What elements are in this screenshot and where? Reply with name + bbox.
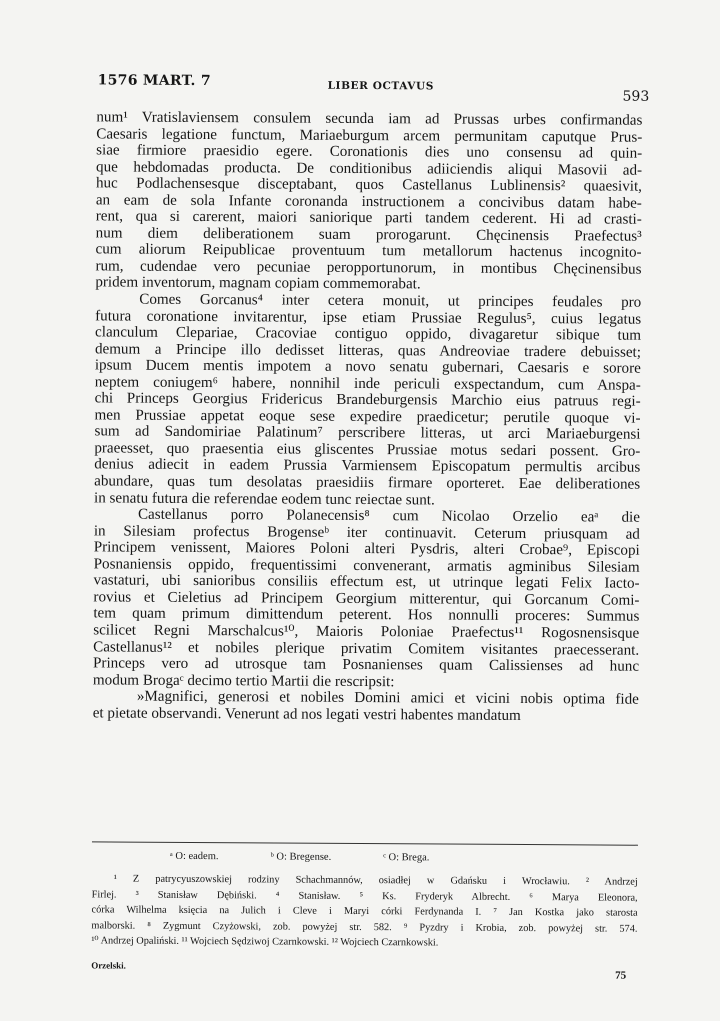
text-line: Castellanus porro Polanecensis⁸ cum Nicolao Orzelio eaᵃ die bbox=[137, 506, 641, 526]
running-head-title: LIBER OCTAVUS bbox=[327, 79, 434, 93]
text-line: sum ad Sandomiriae Palatinum⁷ perscribere litteras, ut arci Mariaeburgensi bbox=[94, 423, 641, 444]
main-text bbox=[93, 109, 643, 725]
footnote-line: Firlej. ³ Stanisław Dębiński. ⁴ Stanisław. ⁵ Ks. Fryderyk Albrecht. ⁶ Marya Eleonora, bbox=[91, 888, 638, 904]
text-line: demum a Principe illo dedisset litteras, quas Andreoviae tradere debuisset; bbox=[94, 341, 642, 361]
text-line: ipsum Ducem mentis impotem a novo senatu gubernari, Caesaris e sorore bbox=[94, 357, 641, 377]
text-line: »Magnifici, generosi et nobiles Domini amici et vicini nobis optima fide bbox=[136, 688, 639, 708]
text-line: Posnaniensis oppido, frequentissimi convenerant, armatis agminibus Silesiam bbox=[93, 556, 640, 576]
text-line: an eam de sola Infante coronanda instructionem a concivibus datam habe- bbox=[95, 192, 642, 212]
text-line: et pietate observandi. Venerunt ad nos legati vestri habentes mandatum bbox=[92, 705, 521, 724]
footnote-line: ¹ Z patrycyuszowskiej rodziny Schachmannów, osiadłej w Gdańsku i Wrocławiu. ² Andrzej bbox=[113, 873, 638, 888]
text-line: Caesaris legatione functum, Mariaeburgum arcem permunitam caputque Prus- bbox=[96, 125, 643, 146]
text-line: cum aliorum Reipublicae proventuum tum metallorum hactenus incognito- bbox=[95, 241, 642, 262]
text-line: in Silesiam profectus Brogenseᵇ iter continuavit. Ceterum priusquam ad bbox=[93, 523, 640, 543]
footnote-line: malborski. ⁸ Zygmunt Czyżowski, zob. powyżej str. 582. ⁹ Pyzdry i Krobia, zob. powyżej str. 574. bbox=[91, 920, 638, 935]
variant-note: ᵇ O: Bregense. bbox=[270, 851, 332, 863]
text-line: tem quam primum dimittendum peterent. Hos nonnulli proceres: Summus bbox=[93, 605, 640, 626]
text-line: siae firmiore praesidio egere. Coronationis dies uno consensu ad quin- bbox=[96, 142, 643, 162]
text-line: huc Podlachensesque disceptabant, quos Castellanus Lublinensis² quaesivit, bbox=[95, 175, 643, 195]
footnote-rule bbox=[92, 841, 638, 845]
variant-note: ᵃ O: eadem. bbox=[169, 850, 219, 863]
text-line: Comes Gorcanus⁴ inter cetera monuit, ut principes feudales pro bbox=[139, 291, 642, 311]
text-line: praeesset, quo praesentia eius gliscentes Prussiae motus sedari possent. Gro- bbox=[94, 440, 641, 460]
text-line: in senatu futura die referendae eodem tunc reiectae sunt. bbox=[94, 489, 435, 509]
text-line: rovius et Cieletius ad Principem Georgium mitterentur, qui Gorcanum Comi- bbox=[93, 589, 640, 609]
text-line: rum, cudendae vero pecuniae peropportunorum, in montibus Chęcinensibus bbox=[95, 258, 642, 278]
signature-mark: Orzelski. bbox=[91, 960, 126, 971]
text-line: modum Brogaᶜ decimo tertio Martii die rescripsit: bbox=[92, 671, 395, 690]
text-line: abundare, quas tum desolatas praesidiis firmare oporteret. Eae deliberationes bbox=[94, 473, 641, 493]
text-line: Princeps vero ad utrosque tam Posnanienses quam Calissienses ad hunc bbox=[93, 655, 640, 675]
variant-note: ᶜ O: Brega. bbox=[383, 852, 430, 864]
text-line: neptem coniugem⁶ habere, nonnihil inde periculi exspectandum, cum Anspa- bbox=[94, 374, 641, 394]
footnote-line: córka Wilhelma księcia na Julich i Cleve i Maryi córki Ferdynanda I. ⁷ Jan Kostka jako starosta bbox=[91, 904, 638, 919]
page-number: 593 bbox=[622, 88, 650, 105]
text-line: Castellanus¹² et nobiles plerique privatim Comitem visitantes praecesserant. bbox=[93, 638, 640, 659]
footnote-line: ¹⁰ Andrzej Opaliński. ¹¹ Wojciech Sędziwoj Czarnkowski. ¹² Wojciech Czarnkowski. bbox=[91, 935, 439, 949]
text-line: Principem venissent, Maiores Poloni alteri Pysdris, alteri Crobae⁹, Episcopi bbox=[93, 539, 640, 559]
text-line: rent, qua si carerent, maiori saniorique parti tandem cederent. Hi ad crasti- bbox=[95, 208, 642, 228]
text-line: chi Princeps Georgius Fridericus Brandeburgensis Marchio eius patruus regi- bbox=[94, 390, 641, 411]
text-line: scilicet Regni Marschalcus¹⁰, Maioris Poloniae Praefectus¹¹ Rogosnensisque bbox=[93, 622, 640, 642]
text-line: denius adiecit in eadem Prussia Varmiensem Episcopatum permultis arcibus bbox=[94, 456, 641, 477]
text-line: men Prussiae appetat eoque sese expedire praedicetur; perutile quoque vi- bbox=[94, 407, 641, 427]
text-line: vastaturi, ubi sanioribus consiliis effectum est, ut utrinque legati Felix Iacto- bbox=[93, 572, 640, 593]
textual-variants bbox=[170, 851, 482, 864]
text-line: futura coronatione invitarentur, ipse etiam Prussiae Regulus⁵, cuius legatus bbox=[95, 307, 642, 328]
text-line: num diem deliberationem suam prorogarunt. Chęcinensis Praefectus³ bbox=[95, 225, 642, 245]
running-head-date: 1576 MART. 7 bbox=[97, 72, 211, 90]
text-line: que hebdomadas producta. De conditionibus adiiciendis aliqui Masovii ad- bbox=[96, 159, 643, 179]
text-line: num¹ Vratislaviensem consulem secunda iam ad Prussas urbes confirmandas bbox=[96, 109, 643, 129]
sheet-number: 75 bbox=[615, 969, 627, 982]
footnotes bbox=[91, 871, 637, 952]
text-line: clanculum Clepariae, Cracoviae contiguo oppido, divagaretur sibique tum bbox=[95, 324, 642, 344]
text-line: pridem inventorum, magnam copiam commemorabat. bbox=[95, 274, 421, 293]
